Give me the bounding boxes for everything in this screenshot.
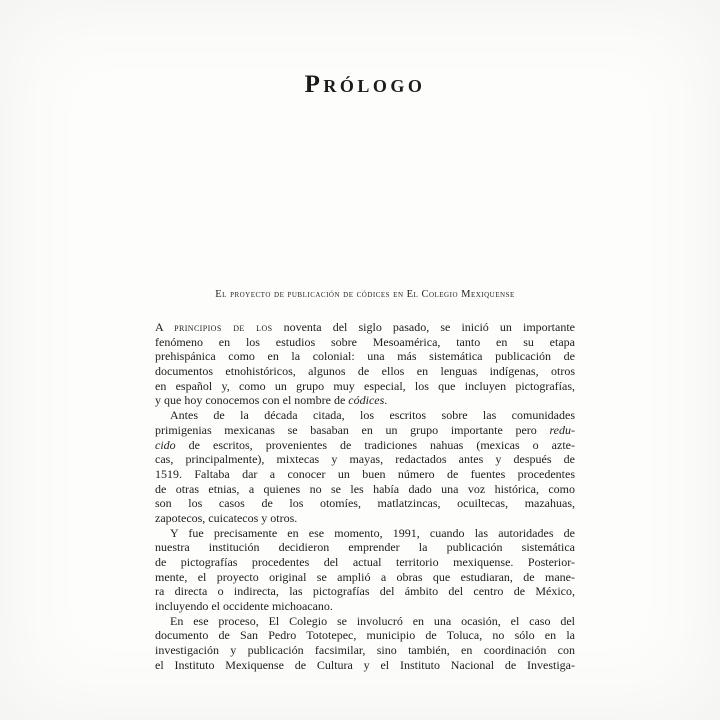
paragraph [155,526,575,614]
text-line: 1519. Faltaba dar a conocer un buen número de fuentes procedentes [155,466,575,481]
paragraph [155,614,575,673]
text-line: y que hoy conocemos con el nombre de códices. [155,393,388,408]
text-line: de pictografías procedentes del actual territorio mexiquense. Posterior- [155,555,575,569]
page-title: Prólogo [304,71,426,98]
text-line: Y fue precisamente en ese momento, 1991, cuando las autoridades de [170,525,575,540]
text-line: incluyendo el occidente michoacano. [155,599,333,614]
text-line: en español y, como un grupo muy especial, los que incluyen pictografías, [155,378,575,393]
text-line: el Instituto Mexiquense de Cultura y el Instituto Nacional de Investiga- [155,657,575,672]
text-line: primigenias mexicanas se basaban en un grupo importante pero redu- [155,422,575,437]
paragraph [155,408,575,526]
text-line: de otras etnias, a quienes no se les había dado una voz histórica, como [155,481,575,496]
text-line: ra directa o indirecta, las pictografías del ámbito del centro de México, [155,584,575,599]
text-line: documentos etnohistóricos, algunos de ellos en lenguas indígenas, otros [155,364,575,379]
text-line: nuestra institución decidieron emprender la publicación sistemática [155,540,575,555]
text-line: En ese proceso, El Colegio se involucró en una ocasión, el caso del [170,613,575,628]
section-heading: El proyecto de publicación de códices en El Colegio Mexiquense [215,289,515,300]
text-line: cas, principalmente), mixtecas y mayas, redactados antes y después de [155,452,575,467]
body-text [155,320,575,673]
text-line: mente, el proyecto original se amplió a obras que estudiaran, de mane- [155,569,575,584]
text-line: A principios de los noventa del siglo pasado, se inició un importante [155,320,575,334]
text-line: son los casos de los otomíes, matlatzincas, ocuiltecas, mazahuas, [155,496,575,511]
text-line: zapotecos, cuicatecos y otros. [155,510,298,525]
text-line: cido de escritos, provenientes de tradiciones nahuas (mexicas o azte- [155,437,575,452]
text-line: Antes de la década citada, los escritos sobre las comunidades [170,408,575,423]
text-line: investigación y publicación facsimilar, sino también, en coordinación con [155,643,575,658]
text-line: documento de San Pedro Tototepec, municipio de Toluca, no sólo en la [155,628,575,643]
text-line: prehispánica como en la colonial: una más sistemática publicación de [155,349,575,364]
text-line: fenómeno en los estudios sobre Mesoamérica, tanto en su etapa [155,334,575,349]
paragraph [155,320,575,408]
